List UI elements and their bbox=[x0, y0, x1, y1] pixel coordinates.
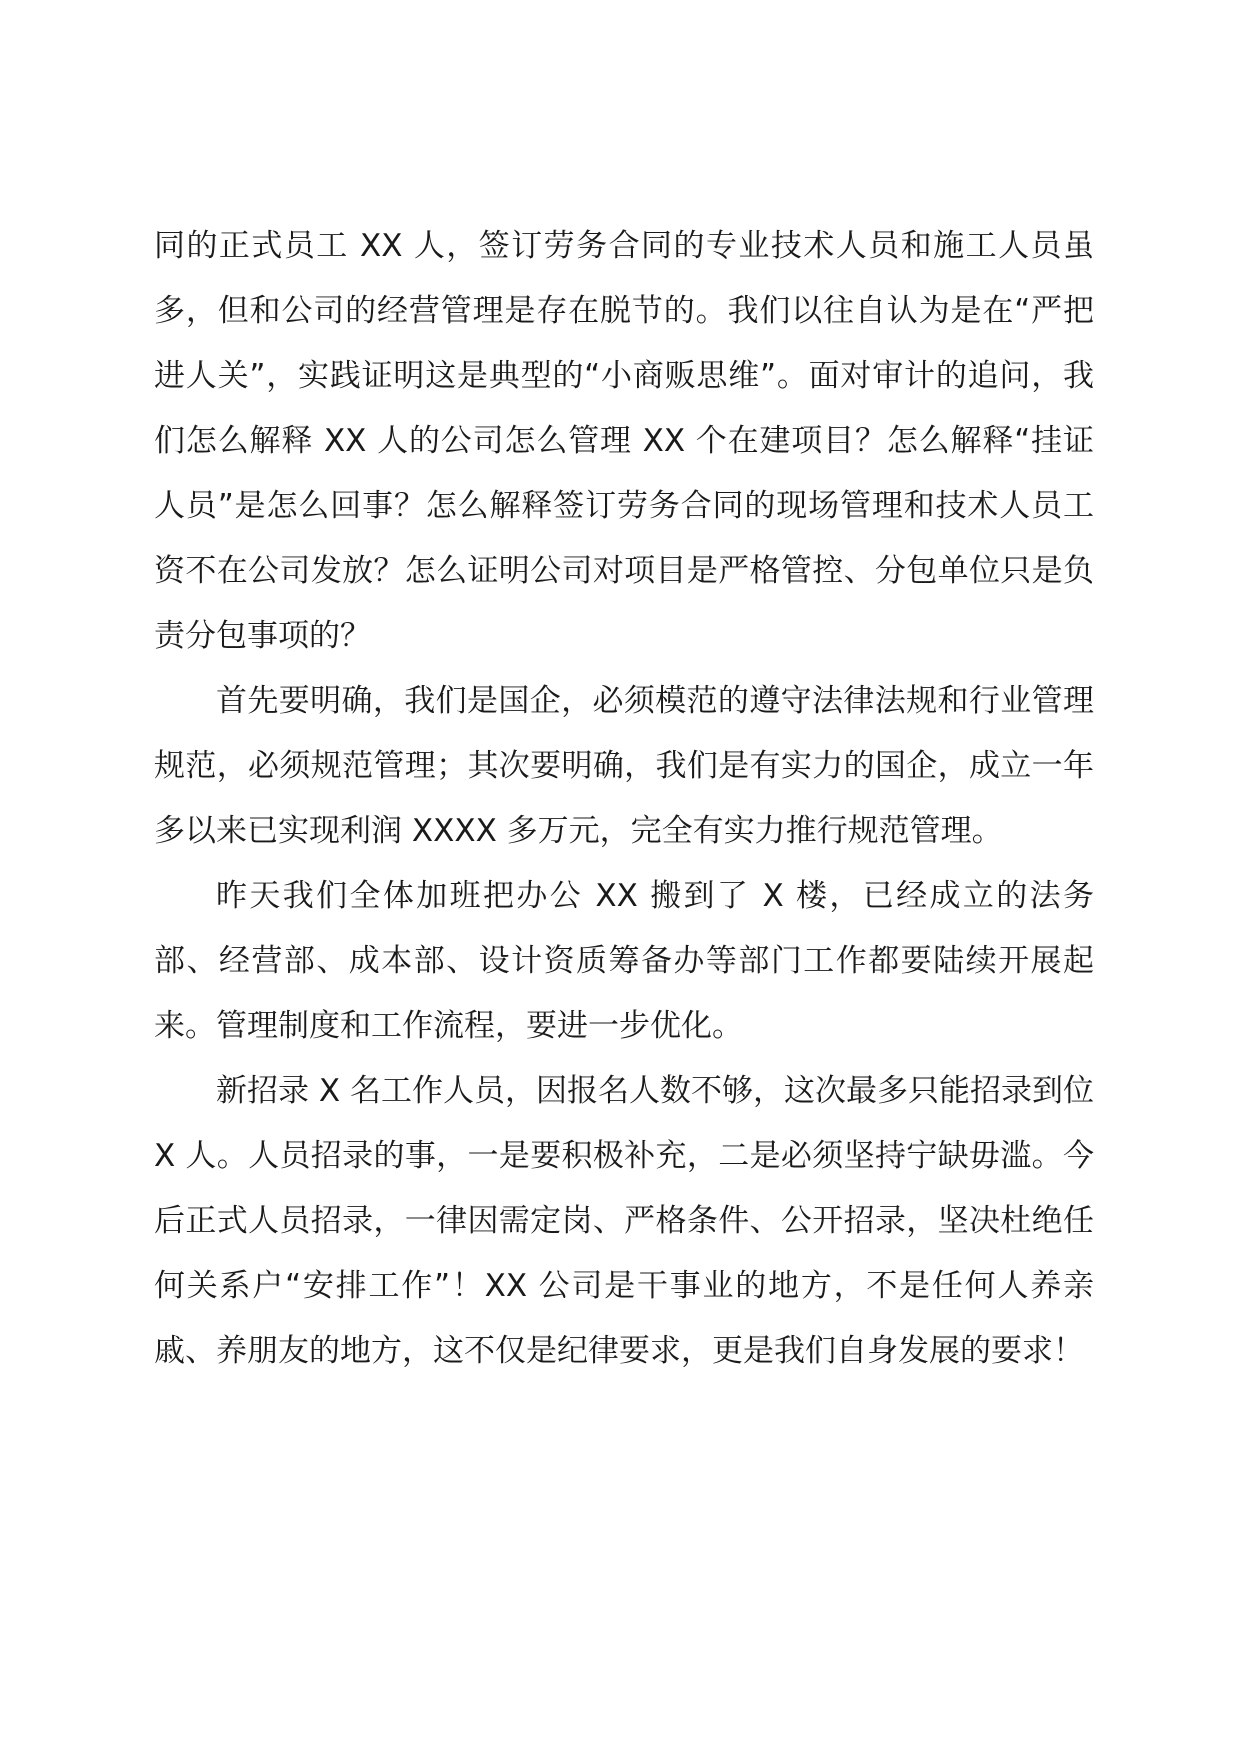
paragraph-2: 首先要明确，我们是国企，必须模范的遵守法律法规和行业管理规范，必须规范管理；其次要明确，我们是有实力的国企，成立一年多以来已实现利润 XXXX 多万元，完全有实力推行规范管理。 bbox=[154, 683, 1094, 849]
document-body bbox=[154, 214, 1094, 1384]
paragraph-1: 同的正式员工 XX 人，签订劳务合同的专业技术人员和施工人员虽多，但和公司的经营管理是存在脱节的。我们以往自认为是在“严把进人关”，实践证明这是典型的“小商贩思维”。面对审计的追问，我们怎么解释 XX 人的公司怎么管理 XX 个在建项目？怎么解释“挂证人员”是怎么回事？怎么解释签订劳务合同的现场管理和技术人员工资不在公司发放？怎么证明公司对项目是严格管控、分包单位只是负责分包事项的？ bbox=[154, 228, 1094, 654]
paragraph-4: 新招录 X 名工作人员，因报名人数不够，这次最多只能招录到位 X 人。人员招录的事，一是要积极补充，二是必须坚持宁缺毋滥。今后正式人员招录，一律因需定岗、严格条件、公开招录，坚决杜绝任何关系户“安排工作”！XX 公司是干事业的地方，不是任何人养亲戚、养朋友的地方，这不仅是纪律要求，更是我们自身发展的要求！ bbox=[154, 1073, 1094, 1369]
paragraph-3: 昨天我们全体加班把办公 XX 搬到了 X 楼，已经成立的法务部、经营部、成本部、设计资质筹备办等部门工作都要陆续开展起来。管理制度和工作流程，要进一步优化。 bbox=[154, 878, 1094, 1044]
